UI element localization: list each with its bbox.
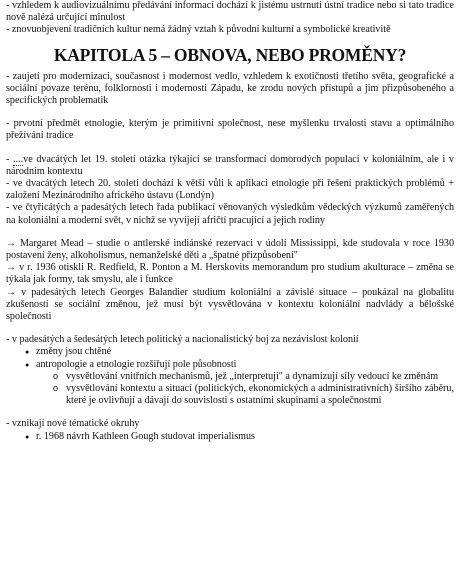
- paragraph-modernization: - zaujetí pro modernizaci, současnost i modernost vedlo, vzhledem k exotičnosti třetího světa, geografické a sociální povaze terénu, folklornosti i modernosti Západu, ke zrodu nových přístupů a jim přizpůsobeného a specifických problematik: [6, 70, 454, 107]
- sub-list-item: [6, 371, 454, 383]
- paragraph-forties-fifties: - ve čtyřicátých a padesátých letech řada publikací věnovaných výsledkům vědeckých výzkumů zaměřených na koloniální a moderní svět, v nichž se vyvíjejí afričtí pracující a jejich rodiny: [6, 202, 454, 226]
- sub-list-item: [6, 383, 454, 407]
- list-item: ● změny jsou chtěné: [6, 346, 454, 358]
- paragraph-nineteenth-century: [6, 154, 454, 178]
- paragraph-primitive-society: - prvotní předmět etnologie, kterým je primitivní společnost, nese myšlenku trvalosti stavu a optimálního přežívání tradice: [6, 118, 454, 142]
- dash-prefix: -: [6, 153, 14, 165]
- independence-list: [6, 346, 454, 407]
- sub-list-item-text: o vysvětlování vnitřních mechanismů, jež „interpretují" a dynamizují síly vedoucí ke změnám: [66, 370, 439, 382]
- arrow-item-memorandum: → v r. 1936 otiskli R. Redfield, R. Ponton a M. Herskovits memorandum pro studium akulturace – změna se týkala jak formy, tak smyslu, ale i funkce: [6, 262, 454, 286]
- sub-list-item-text: o vysvětlování kontextu a situací (politických, ekonomických a administrativních) širšího záběru, které je ovlivňují a dávají do souvislosti s ostatními skupinami a společnostmi: [66, 383, 454, 407]
- spellcheck-marker: ....: [13, 153, 24, 165]
- paragraph-new-topics: - vznikají nové tématické okruhy: [6, 418, 140, 430]
- arrow-item-balandier: → v padesátých letech Georges Balandier studium koloniální a závislé situace – poukázal na globalitu zkušeností se sociální změnou, jež musí být vysvětlována v kontextu koloniální nadvlády a bělošské společnosti: [6, 286, 454, 323]
- arrow-item-mead: → Margaret Mead – studie o antlerské indiánské rezervaci v údolí Mississippi, kde studovala v roce 1930 postavení ženy, alkoholismus, nemanželské děti a „špatné přizpůsobení": [6, 237, 454, 262]
- intro-paragraph-2: - znovuobjevení tradičních kultur nemá žádný vztah k původní kulturní a symbolické kreativitě: [6, 24, 391, 36]
- paragraph-nineteenth-century-text: ve dvacátých let 19. století otázka týkající se transformací domorodých populací v koloniálním, ale i v národním kontextu: [6, 153, 454, 177]
- paragraph-independence-struggle: - v padesátých a šedesátých letech politický a nacionalistický boj za nezávislost kolonií: [6, 334, 359, 346]
- topics-list: [6, 431, 454, 443]
- paragraph-twentieth-century: - ve dvacátých letech 20. století dochází k větší vůli k aplikaci etnologie při řešení praktických problémů + založení Mezinárodního afrického ústavu (Londýn): [6, 178, 454, 202]
- intro-paragraph-1: - vzhledem k audiovizuálnímu předávání informací dochází k jistému ustrnutí ústní tradice nebo si tato tradice nově nalézá určující minulost: [6, 0, 454, 24]
- chapter-title: KAPITOLA 5 – OBNOVA, NEBO PROMĚNY?: [53, 44, 407, 65]
- list-item: ● antropologie a etnologie rozšiřují pole působnosti: [6, 359, 454, 371]
- list-item: ● r. 1968 návrh Kathleen Gough studovat imperialismus: [6, 431, 454, 443]
